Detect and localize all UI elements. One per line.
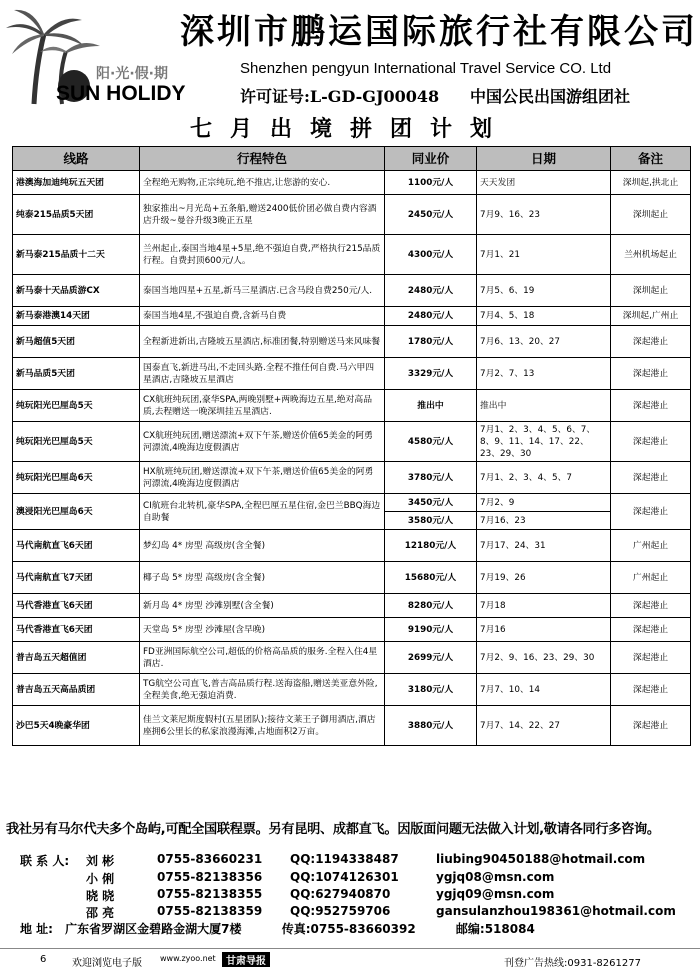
- date-cell: 7月16: [477, 618, 611, 642]
- logo-tagline: 阳·光·假·期: [96, 66, 168, 82]
- date-cell: 7月2、9、16、23、29、30: [477, 642, 611, 674]
- address-row: [20, 920, 535, 937]
- contact-qq: QQ:627940870: [290, 887, 391, 901]
- route-cell: 沙巴5天4晚豪华团: [13, 706, 140, 746]
- date-cell: 7月4、5、18: [477, 307, 611, 326]
- note-cell: 深起港止: [611, 642, 691, 674]
- route-cell: 新马泰港澳14天团: [13, 307, 140, 326]
- route-cell: 纯玩阳光巴厘岛5天: [13, 422, 140, 462]
- route-cell: 澳浸阳光巴厘岛6天: [13, 494, 140, 530]
- price-cell: 3450元/人: [385, 494, 477, 512]
- table-row: [13, 594, 691, 618]
- price-cell: 2699元/人: [385, 642, 477, 674]
- contact-name: 邵 亮: [86, 906, 115, 920]
- table-row: [13, 171, 691, 195]
- header-route: 线路: [13, 147, 140, 171]
- table-row: [13, 674, 691, 706]
- date-cell: 7月1、21: [477, 235, 611, 275]
- date-cell: 7月17、24、31: [477, 530, 611, 562]
- feature-cell: 椰子岛 5* 房型 高级房(含全餐): [140, 562, 385, 594]
- price-cell: 2480元/人: [385, 307, 477, 326]
- date-cell: 7月19、26: [477, 562, 611, 594]
- header-price: 同业价: [385, 147, 477, 171]
- note-cell: 深起港止: [611, 390, 691, 422]
- table-header-row: [13, 147, 691, 171]
- contact-name: 晓 晓: [86, 889, 115, 903]
- date-cell: 7月2、9: [477, 494, 611, 512]
- feature-cell: CX航班纯玩团,豪华SPA,两晚别墅+两晚海边五星,绝对高品质,去程赠送一晚深圳挂五星酒店.: [140, 390, 385, 422]
- footer: [0, 948, 700, 971]
- route-cell: 新马泰十天品质游CX: [13, 275, 140, 307]
- page-title: 七月出境拼团计划: [189, 116, 510, 142]
- note-cell: 深圳起,拱北止: [611, 171, 691, 195]
- logo-wordmark: SUN HOLIDY: [56, 82, 186, 105]
- contact-label: 联 系 人:: [20, 854, 70, 868]
- price-cell: 推出中: [385, 390, 477, 422]
- feature-cell: 国泰直飞,新进马出,不走回头路.全程不推任何自费.马六甲四星酒店,吉隆坡五星酒店: [140, 358, 385, 390]
- note-cell: 广州起止: [611, 562, 691, 594]
- contact-email[interactable]: gansulanzhou198361@hotmail.com: [436, 904, 676, 918]
- price-cell: 2480元/人: [385, 275, 477, 307]
- feature-cell: HX航班纯玩团,赠送漂流+双下午茶,赠送价值65美金的阿勇河漂流,4晚海边度假酒店: [140, 462, 385, 494]
- contact-email[interactable]: ygjq08@msn.com: [436, 870, 555, 884]
- contact-row: [0, 887, 700, 903]
- contact-qq: QQ:952759706: [290, 904, 391, 918]
- table-row: [13, 195, 691, 235]
- price-cell: 2450元/人: [385, 195, 477, 235]
- date-cell: 7月1、2、3、4、5、6、7、8、9、11、14、17、22、23、29、30: [477, 422, 611, 462]
- date-cell: 7月2、7、13: [477, 358, 611, 390]
- note-cell: 深起港止: [611, 494, 691, 530]
- table-row: [13, 235, 691, 275]
- company-name-cn: 深圳市鹏运国际旅行社有限公司: [180, 12, 698, 52]
- header: [0, 0, 700, 112]
- note-cell: 广州起止: [611, 530, 691, 562]
- footer-brand: 甘肃导报: [222, 952, 270, 967]
- contact-name: 刘 彬: [86, 854, 115, 868]
- header-feature: 行程特色: [140, 147, 385, 171]
- note-cell: 深圳起止: [611, 275, 691, 307]
- table-row: [13, 462, 691, 494]
- date-cell: 7月7、14、22、27: [477, 706, 611, 746]
- route-cell: 新马品质5天团: [13, 358, 140, 390]
- price-cell: 4300元/人: [385, 235, 477, 275]
- date-cell: 7月1、2、3、4、5、7: [477, 462, 611, 494]
- contact-phone: 0755-83660231: [157, 852, 263, 866]
- header-note: 备注: [611, 147, 691, 171]
- contact-row: [0, 852, 700, 868]
- feature-cell: 天堂岛 5* 房型 沙滩屋(含早晚): [140, 618, 385, 642]
- date-cell: 7月6、13、20、27: [477, 326, 611, 358]
- table-row: [13, 706, 691, 746]
- address-label: 地 址:: [20, 922, 53, 936]
- price-cell: 3580元/人: [385, 512, 477, 530]
- date-cell: 7月16、23: [477, 512, 611, 530]
- table-row: [13, 326, 691, 358]
- price-cell: 3180元/人: [385, 674, 477, 706]
- route-cell: 马代南航直飞6天团: [13, 530, 140, 562]
- postcode: 邮编:518084: [455, 922, 535, 936]
- feature-cell: 梦幻岛 4* 房型 高级房(含全餐): [140, 530, 385, 562]
- contact-email[interactable]: liubing90450188@hotmail.com: [436, 852, 646, 866]
- date-cell: 7月5、6、19: [477, 275, 611, 307]
- price-cell: 3880元/人: [385, 706, 477, 746]
- note-cell: 深圳起止: [611, 195, 691, 235]
- footer-welcome: 欢迎浏览电子版: [72, 958, 142, 969]
- contact-name: 小 俐: [86, 872, 115, 886]
- note-cell: 深起港止: [611, 422, 691, 462]
- table-row: [13, 358, 691, 390]
- price-cell: 3780元/人: [385, 462, 477, 494]
- feature-cell: 兰州起止,泰国当地4星+5星,绝不强迫自费,严格执行215品质行程。自费封顶600元/人。: [140, 235, 385, 275]
- note-cell: 深起港止: [611, 706, 691, 746]
- page-number: 6: [40, 954, 47, 965]
- feature-cell: FD亚洲国际航空公司,超低的价格高品质的服务.全程入住4星酒店.: [140, 642, 385, 674]
- price-cell: 3329元/人: [385, 358, 477, 390]
- price-cell: 1100元/人: [385, 171, 477, 195]
- table-row: [13, 422, 691, 462]
- note-cell: 深起港止: [611, 326, 691, 358]
- route-cell: 马代香港直飞6天团: [13, 594, 140, 618]
- feature-cell: 泰国当地四星+五星,新马三星酒店.已含马段自费250元/人.: [140, 275, 385, 307]
- route-cell: 港澳海加迪纯玩五天团: [13, 171, 140, 195]
- footer-site[interactable]: www.zyoo.net: [160, 954, 216, 963]
- header-date: 日期: [477, 147, 611, 171]
- table-row: [13, 562, 691, 594]
- feature-cell: 全程新进新出,吉隆坡五星酒店,标准团餐,特别赠送马来风味餐: [140, 326, 385, 358]
- date-cell: 天天发团: [477, 171, 611, 195]
- company-name-en: Shenzhen pengyun International Travel Service CO. Ltd: [240, 60, 612, 77]
- feature-cell: CX航班纯玩团,赠送漂流+双下午茶,赠送价值65美金的阿勇河漂流,4晚海边度假酒店: [140, 422, 385, 462]
- note-cell: 深起港止: [611, 594, 691, 618]
- price-cell: 9190元/人: [385, 618, 477, 642]
- fax: 传真:0755-83660392: [281, 922, 416, 936]
- price-cell: 15680元/人: [385, 562, 477, 594]
- license-number: 许可证号:L-GD-GJ00048: [240, 87, 440, 106]
- feature-cell: 泰国当地4星,不强迫自费,含新马自费: [140, 307, 385, 326]
- price-cell: 8280元/人: [385, 594, 477, 618]
- contact-email[interactable]: ygjq09@msn.com: [436, 887, 555, 901]
- route-cell: 普吉岛五天高品质团: [13, 674, 140, 706]
- route-cell: 纯玩阳光巴厘岛5天: [13, 390, 140, 422]
- contact-qq: QQ:1194338487: [290, 852, 399, 866]
- note-cell: 深起港止: [611, 674, 691, 706]
- route-cell: 纯泰215品质5天团: [13, 195, 140, 235]
- feature-cell: 独家推出~月光岛+五条船,赠送2400低价团必做自费内容酒店升级~曼谷升级3晚正五星: [140, 195, 385, 235]
- contact-phone: 0755-82138359: [157, 904, 263, 918]
- date-cell: 7月9、16、23: [477, 195, 611, 235]
- table-row: [13, 494, 691, 512]
- date-cell: 7月7、10、14: [477, 674, 611, 706]
- address-value: 广东省罗湖区金碧路金湖大厦7楼: [65, 922, 242, 936]
- note-cell: 深起港止: [611, 358, 691, 390]
- route-cell: 纯玩阳光巴厘岛6天: [13, 462, 140, 494]
- promo-text: 我社另有马尔代夫多个岛屿,可配全国联程票。另有昆明、成都直飞。因版面问题无法做入计划,敬请各同行多咨询。: [6, 822, 660, 837]
- date-cell: 推出中: [477, 390, 611, 422]
- table-row: [13, 618, 691, 642]
- contact-row: [0, 904, 700, 920]
- route-cell: 马代南航直飞7天团: [13, 562, 140, 594]
- table-row: [13, 275, 691, 307]
- route-cell: 马代香港直飞6天团: [13, 618, 140, 642]
- note-cell: 深起港止: [611, 462, 691, 494]
- note-cell: 深起港止: [611, 618, 691, 642]
- table-row: [13, 642, 691, 674]
- contact-row: [0, 870, 700, 886]
- route-cell: 新马超值5天团: [13, 326, 140, 358]
- note-cell: 深圳起,广州止: [611, 307, 691, 326]
- table-row: [13, 390, 691, 422]
- feature-cell: 新月岛 4* 房型 沙滩别墅(含全餐): [140, 594, 385, 618]
- contact-qq: QQ:1074126301: [290, 870, 399, 884]
- route-cell: 新马泰215品质十二天: [13, 235, 140, 275]
- footer-hotline: 刊登广告热线:0931-8261277: [504, 958, 641, 969]
- date-cell: 7月18: [477, 594, 611, 618]
- table-row: [13, 307, 691, 326]
- license-tag: 中国公民出国游组团社: [470, 87, 631, 106]
- note-cell: 兰州机场起止: [611, 235, 691, 275]
- feature-cell: CI航班台北转机,豪华SPA,全程巴厘五星住宿,金巴兰BBQ海边自助餐: [140, 494, 385, 530]
- price-cell: 1780元/人: [385, 326, 477, 358]
- feature-cell: 全程绝无购物,正宗纯玩,绝不推店,让您游的安心.: [140, 171, 385, 195]
- tour-table: [12, 146, 691, 746]
- feature-cell: TG航空公司直飞,普吉高品质行程.送海盗船,赠送美亚意外险,全程美食,绝无强迫消费.: [140, 674, 385, 706]
- contact-phone: 0755-82138356: [157, 870, 263, 884]
- price-cell: 12180元/人: [385, 530, 477, 562]
- feature-cell: 佳兰文莱尼斯度假村(五星团队);接待文莱王子御用酒店,酒店座拥6公里长的私家浪漫海滩,占地面积2万亩。: [140, 706, 385, 746]
- table-row: [13, 530, 691, 562]
- route-cell: 普吉岛五天超值团: [13, 642, 140, 674]
- price-cell: 4580元/人: [385, 422, 477, 462]
- contact-phone: 0755-82138355: [157, 887, 263, 901]
